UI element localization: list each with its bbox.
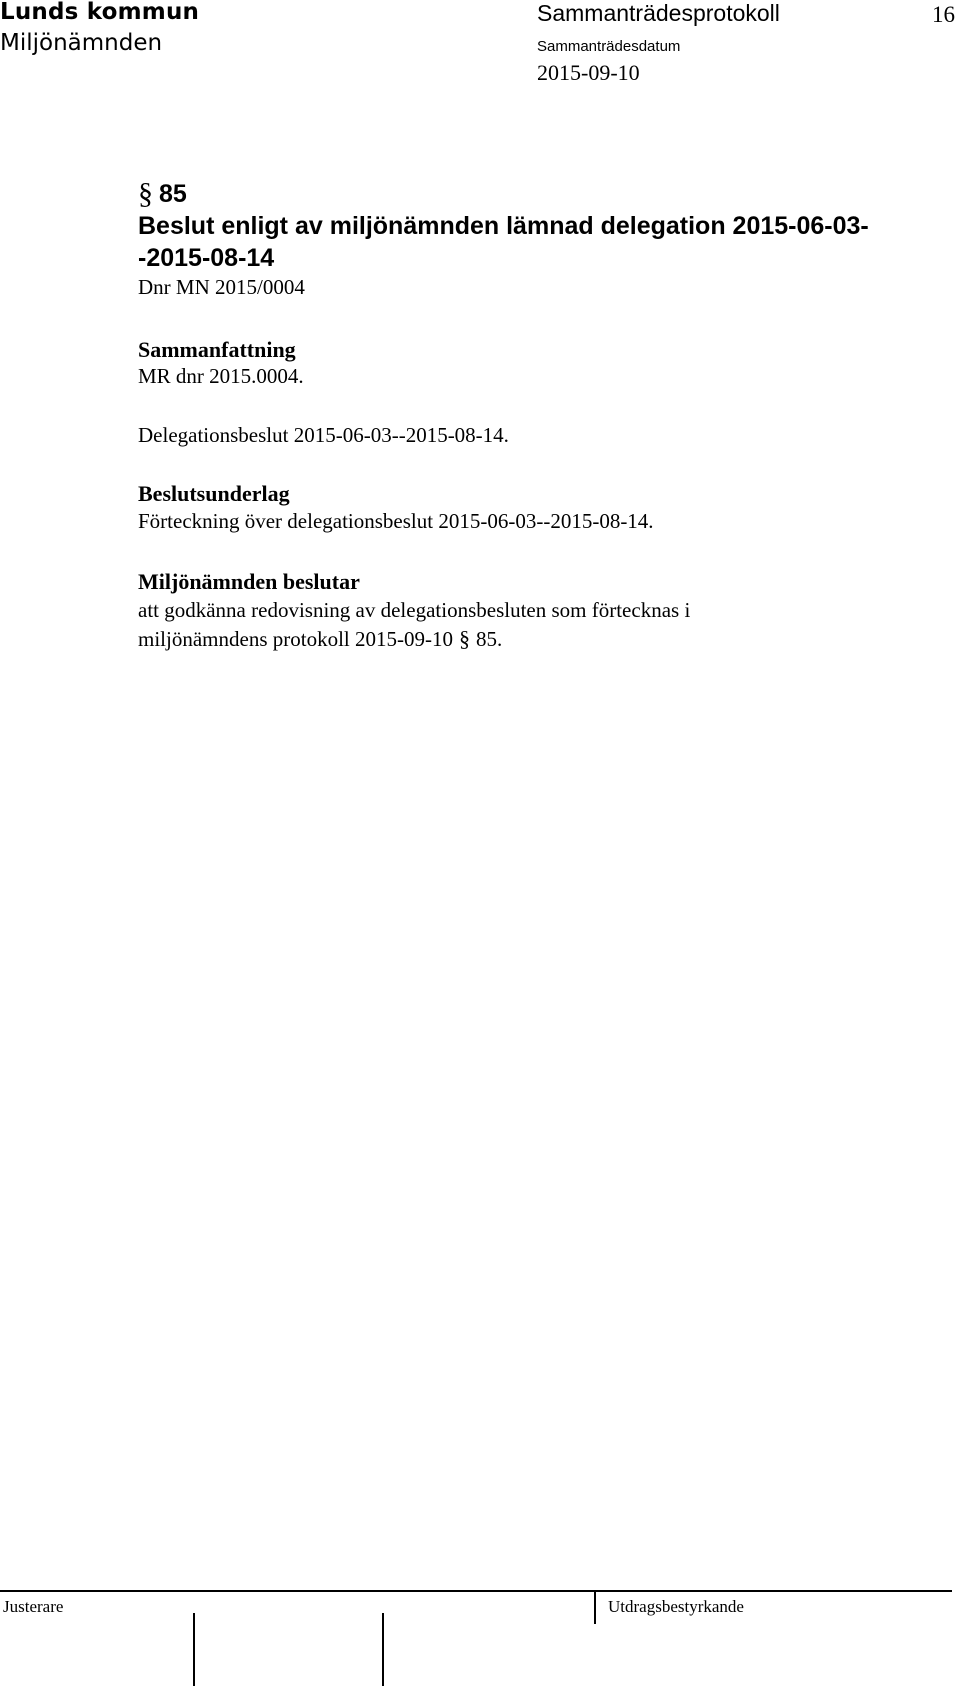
diary-number: Dnr MN 2015/0004	[138, 275, 305, 299]
decision-heading: Miljönämnden beslutar	[138, 569, 360, 594]
organization-name: Lunds kommun	[0, 0, 200, 25]
section-title: Beslut enligt av miljönämnden lämnad delegation 2015-06-03--2015-08-14	[138, 212, 869, 272]
summary-heading: Sammanfattning	[138, 337, 296, 362]
basis-text: Förteckning över delegationsbeslut 2015-06-03--2015-08-14.	[138, 509, 654, 533]
decision-text-2	[138, 626, 502, 652]
signature-line-1	[193, 1613, 195, 1686]
summary-text-2: Delegationsbeslut 2015-06-03--2015-08-14.	[138, 423, 509, 447]
decision-text-2-main: miljönämndens protokoll 2015-09-10	[138, 627, 453, 651]
section-number: 85	[159, 180, 187, 208]
summary-text-1: MR dnr 2015.0004.	[138, 364, 304, 388]
board-name: Miljönämnden	[0, 30, 163, 56]
document-type: Sammanträdesprotokoll	[537, 0, 780, 26]
footer-rule	[0, 1590, 952, 1592]
footer-utdragsbestyrkande-label: Utdragsbestyrkande	[608, 1597, 744, 1616]
meeting-date: 2015-09-10	[537, 60, 640, 85]
footer-divider	[594, 1590, 596, 1624]
signature-line-2	[382, 1613, 384, 1686]
decision-section-number: 85.	[475, 627, 503, 651]
section-sign: §	[138, 177, 153, 210]
decision-text-1: att godkänna redovisning av delegationsbesluten som förtecknas i	[138, 598, 691, 622]
page-number: 16	[932, 2, 955, 27]
meeting-date-label: Sammanträdesdatum	[537, 38, 681, 55]
decision-section-sign: §	[458, 626, 470, 651]
basis-heading: Beslutsunderlag	[138, 481, 290, 506]
footer-justerare-label: Justerare	[3, 1597, 64, 1616]
section-number-line	[138, 176, 187, 210]
